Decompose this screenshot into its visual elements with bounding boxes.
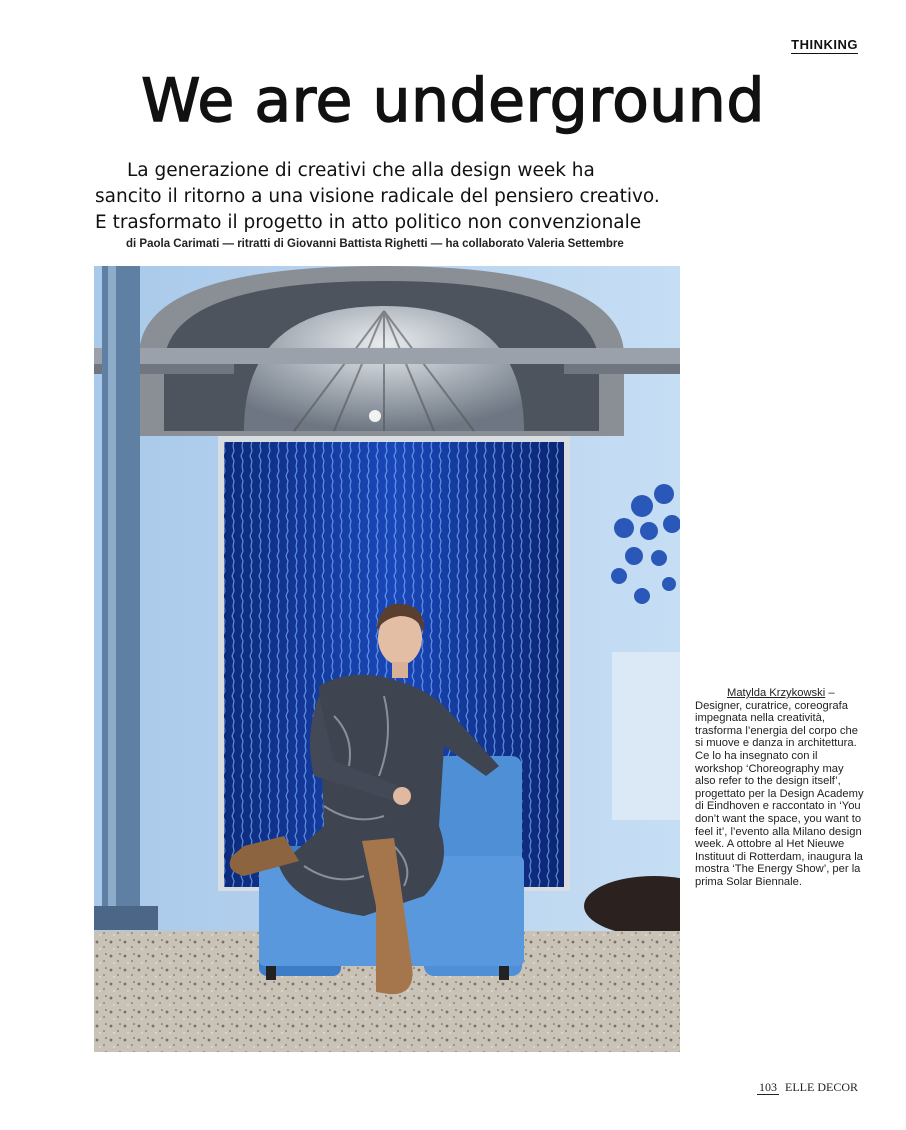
portrait-photo — [94, 266, 680, 1052]
caption-body-2: Ce lo ha insegnato con il workshop ‘Choreography may also refer to the design itself’, progettato per la Design Academy di Eindhoven e raccontato in ‘You don’t want the space, you want to feel it’, l’evento alla Milano design week. A ottobre al Het Nieuwe Instituut di Rotterdam, inaugura la mostra ‘The Energy Show’, per la prima Solar Biennale. — [695, 749, 864, 888]
dek-line-2: sancito il ritorno a una visione radicale del pensiero creativo. — [95, 186, 660, 207]
page-number: 103 — [759, 1080, 777, 1094]
dek-line-1: La generazione di creativi che alla design week ha — [127, 160, 595, 181]
section-label: THINKING — [791, 37, 858, 52]
article-title: We are underground — [141, 66, 765, 136]
caption-body-1: Designer, curatrice, coreografa impegnata nella creatività, trasforma l’energia del corpo che si muove e danza in architettura. — [695, 699, 858, 750]
dek-line-3: E trasformato il progetto in atto politico non convenzionale — [95, 212, 642, 233]
magazine-name: ELLE DECOR — [785, 1080, 858, 1094]
article-dek — [95, 158, 695, 236]
byline: di Paola Carimati — ritratti di Giovanni Battista Righetti — ha collaborato Valeria Settembre — [126, 238, 624, 250]
page-footer — [757, 1080, 858, 1095]
caption-dash: – — [825, 687, 835, 699]
caption-name: Matylda Krzykowski — [727, 687, 826, 699]
photo-caption — [695, 687, 867, 889]
